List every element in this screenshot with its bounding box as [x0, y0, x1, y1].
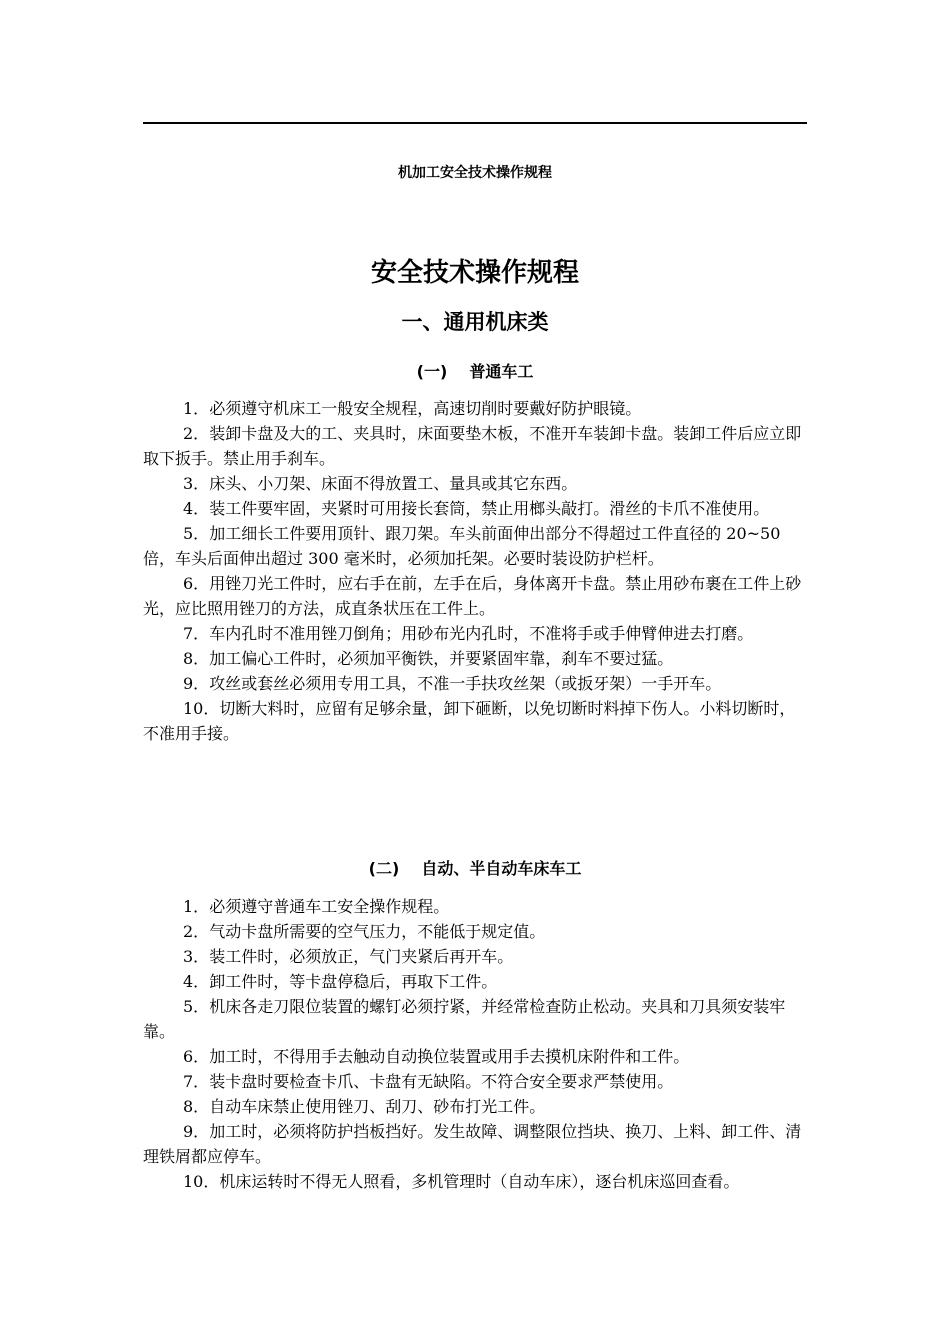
rule-number: 3．	[183, 474, 210, 493]
rule-number: 5．	[183, 997, 210, 1016]
rule-item	[143, 1119, 811, 1169]
rule-item	[143, 671, 811, 696]
rule-text: 床头、小刀架、床面不得放置工、量具或其它东西。	[209, 474, 578, 493]
rule-text: 气动卡盘所需要的空气压力，不能低于规定值。	[209, 922, 546, 941]
section-number: (一)	[416, 362, 448, 381]
rule-text: 加工时，不得用手去触动自动换位装置或用手去摸机床附件和工件。	[209, 1047, 690, 1066]
section-name: 普通车工	[469, 362, 534, 381]
rule-number: 10．	[183, 1172, 220, 1191]
rule-item	[143, 396, 811, 421]
rule-item	[143, 571, 811, 621]
rule-item	[143, 919, 811, 944]
rule-text: 用锉刀光工件时，应右手在前，左手在后，身体离开卡盘。禁止用砂布裹在工件上砂光，应比照用锉刀的方法，成直条状压在工件上。	[143, 574, 802, 618]
rule-item	[143, 1044, 811, 1069]
rule-text: 机床运转时不得无人照看，多机管理时（自动车床），逐台机床巡回查看。	[219, 1172, 740, 1191]
rule-text: 机床各走刀限位装置的螺钉必须拧紧，并经常检查防止松动。夹具和刀具须安装牢靠。	[143, 997, 786, 1041]
rule-item	[143, 1169, 811, 1194]
rule-text: 自动车床禁止使用锉刀、刮刀、砂布打光工件。	[209, 1097, 546, 1116]
running-header: 机加工安全技术操作规程	[398, 165, 552, 181]
section-title	[143, 858, 807, 880]
rule-number: 4．	[183, 499, 210, 518]
rule-text: 加工细长工件要用顶针、跟刀架。车头前面伸出部分不得超过工件直径的 20~50 倍，车头后面伸出超过 300 毫米时，必须加托架。必要时装设防护栏杆。	[143, 524, 781, 568]
rule-number: 2．	[183, 922, 210, 941]
chapter-title: 一、通用机床类	[401, 310, 549, 334]
rule-text: 装卸卡盘及大的工、夹具时，床面要垫木板，不准开车装卸卡盘。装卸工件后应立即取下扳手。禁止用手刹车。	[143, 424, 802, 468]
rule-item	[143, 621, 811, 646]
rule-item	[143, 521, 811, 571]
rule-item	[143, 421, 811, 471]
rule-number: 6．	[183, 1047, 210, 1066]
rule-text: 攻丝或套丝必须用专用工具，不准一手扶攻丝架（或扳牙架）一手开车。	[209, 674, 722, 693]
section-title	[143, 361, 807, 383]
rule-number: 8．	[183, 649, 210, 668]
rule-number: 1．	[183, 399, 210, 418]
rule-number: 8．	[183, 1097, 210, 1116]
document-title: 安全技术操作规程	[370, 258, 579, 288]
rule-number: 5．	[183, 524, 210, 543]
rule-number: 9．	[183, 674, 210, 693]
rule-text: 必须遵守机床工一般安全规程，高速切削时要戴好防护眼镜。	[209, 399, 642, 418]
rule-number: 3．	[183, 947, 210, 966]
rule-number: 10．	[183, 699, 220, 718]
rule-text: 装卡盘时要检查卡爪、卡盘有无缺陷。不符合安全要求严禁使用。	[209, 1072, 674, 1091]
rule-text: 加工偏心工件时，必须加平衡铁，并要紧固牢靠，刹车不要过猛。	[209, 649, 674, 668]
rule-item	[143, 471, 811, 496]
rule-text: 车内孔时不准用锉刀倒角；用砂布光内孔时，不准将手或手伸臂伸进去打磨。	[209, 624, 754, 643]
rule-number: 6．	[183, 574, 210, 593]
rule-item	[143, 646, 811, 671]
rule-item	[143, 1069, 811, 1094]
rule-item	[143, 994, 811, 1044]
section-number: (二)	[368, 859, 400, 878]
rule-number: 7．	[183, 1072, 210, 1091]
rule-item	[143, 1094, 811, 1119]
rule-number: 9．	[183, 1122, 210, 1141]
rule-item	[143, 944, 811, 969]
rule-number: 4．	[183, 972, 210, 991]
rule-text: 切断大料时，应留有足够余量，卸下砸断，以免切断时料掉下伤人。小料切断时，不准用手接。	[143, 699, 796, 743]
rule-list	[143, 894, 811, 1194]
rule-text: 装工件时，必须放正，气门夹紧后再开车。	[209, 947, 514, 966]
rule-item	[143, 496, 811, 521]
rule-text: 卸工件时，等卡盘停稳后，再取下工件。	[209, 972, 498, 991]
rule-text: 必须遵守普通车工安全操作规程。	[209, 897, 450, 916]
rule-item	[143, 696, 811, 746]
rule-text: 装工件要牢固，夹紧时可用接长套筒，禁止用榔头敲打。滑丝的卡爪不准使用。	[209, 499, 770, 518]
header-rule	[143, 122, 807, 124]
rule-number: 7．	[183, 624, 210, 643]
section-name: 自动、半自动车床车工	[421, 859, 582, 878]
rule-number: 2．	[183, 424, 210, 443]
rule-text: 加工时，必须将防护挡板挡好。发生故障、调整限位挡块、换刀、上料、卸工件、清理铁屑都应停车。	[143, 1122, 802, 1166]
rule-item	[143, 894, 811, 919]
rule-number: 1．	[183, 897, 210, 916]
rule-item	[143, 969, 811, 994]
rule-list	[143, 396, 811, 746]
